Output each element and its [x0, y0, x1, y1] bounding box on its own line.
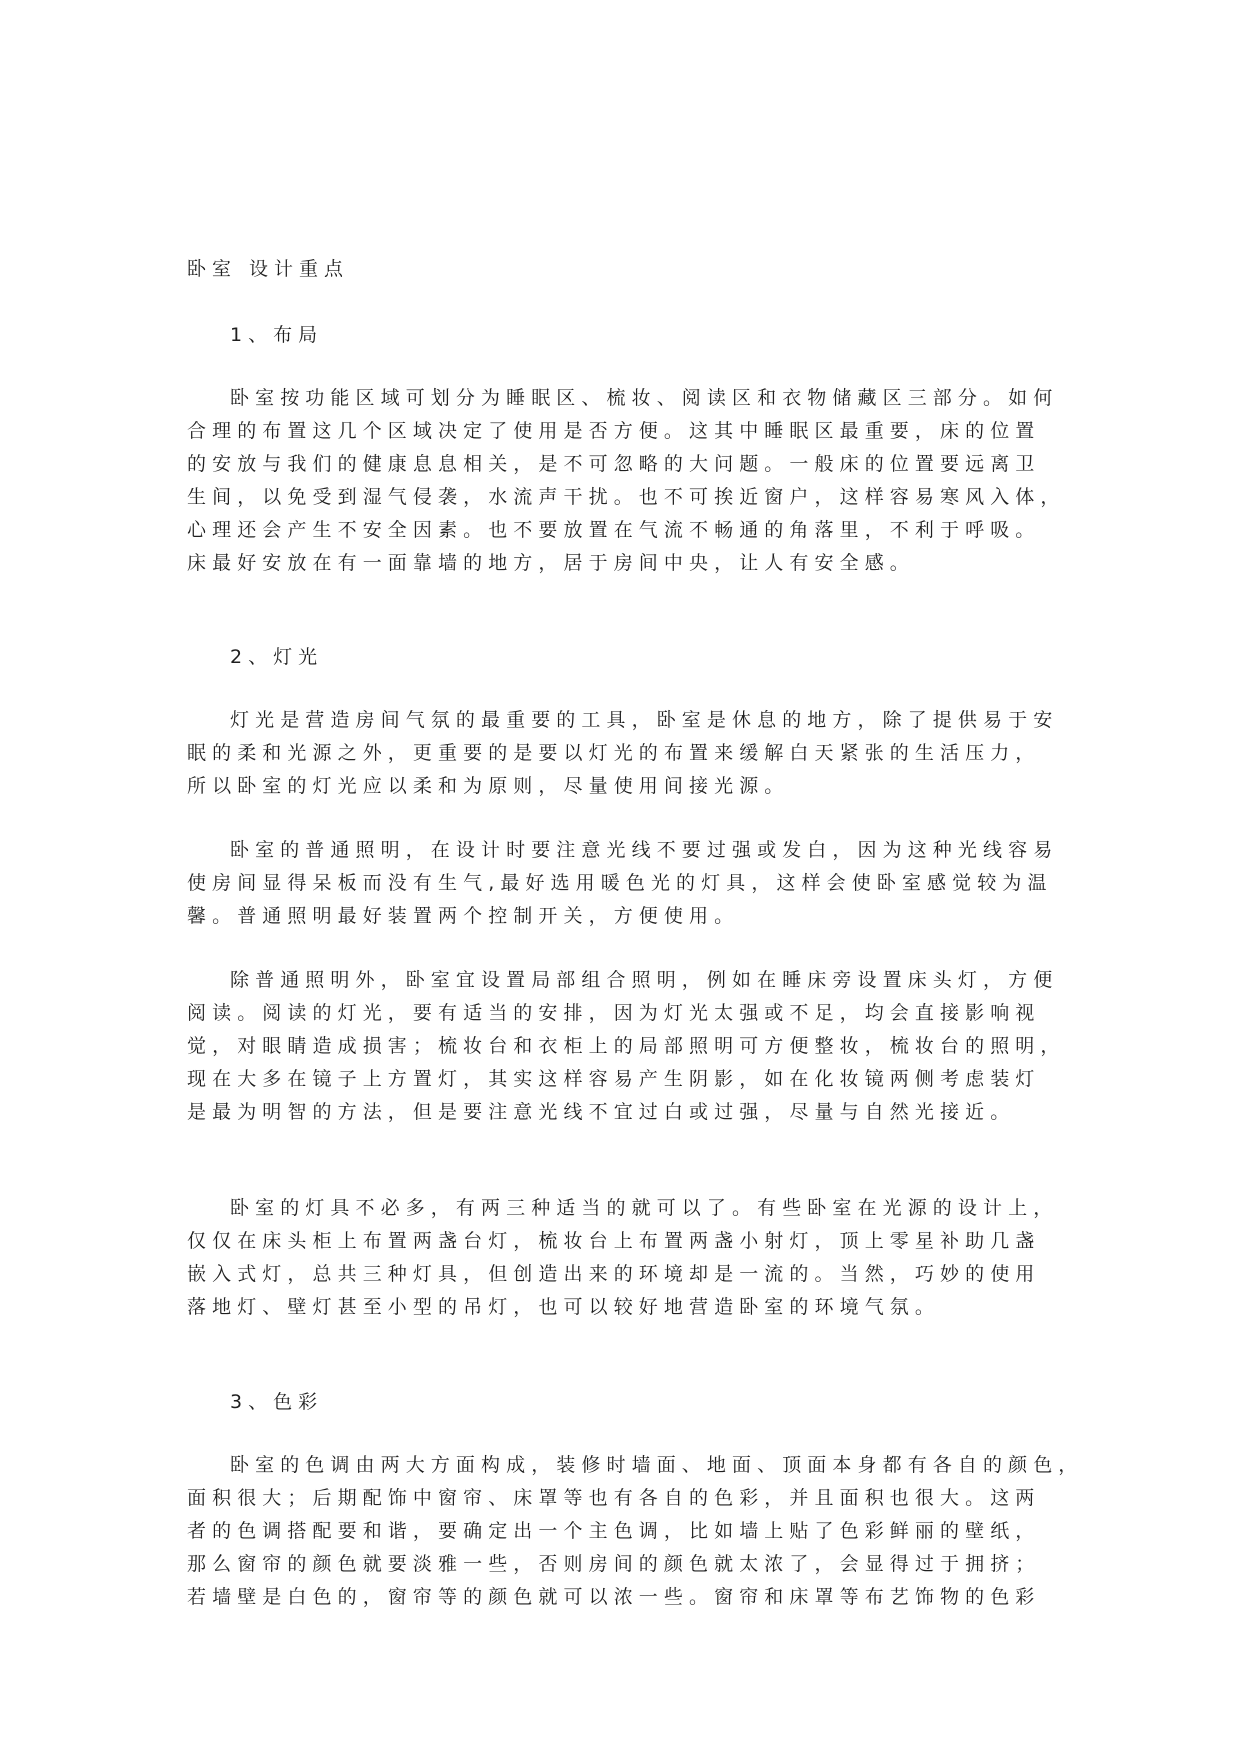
section-heading-layout: 1、布局: [230, 324, 324, 346]
document-page: [187, 0, 1084, 1754]
paragraph-line: 所以卧室的灯光应以柔和为原则，尽量使用间接光源。: [187, 775, 790, 797]
paragraph-line: 卧室的灯具不必多，有两三种适当的就可以了。有些卧室在光源的设计上，: [230, 1197, 1059, 1219]
paragraph-line: 生间，以免受到湿气侵袭，水流声干扰。也不可挨近窗户，这样容易寒风入体，: [187, 486, 1066, 508]
paragraph-line: 合理的布置这几个区域决定了使用是否方便。这其中睡眠区最重要，床的位置: [187, 420, 1041, 442]
paragraph-line: 眠的柔和光源之外，更重要的是要以灯光的布置来缓解白天紧张的生活压力，: [187, 742, 1041, 764]
paragraph-line: 仅仅在床头柜上布置两盏台灯，梳妆台上布置两盏小射灯，顶上零星补助几盏: [187, 1230, 1041, 1252]
paragraph-line: 阅读。阅读的灯光，要有适当的安排，因为灯光太强或不足，均会直接影响视: [187, 1002, 1041, 1024]
document-title: 卧室 设计重点: [187, 258, 350, 280]
paragraph-line: 心理还会产生不安全因素。也不要放置在气流不畅通的角落里，不利于呼吸。: [187, 519, 1041, 541]
paragraph-line: 落地灯、壁灯甚至小型的吊灯，也可以较好地营造卧室的环境气氛。: [187, 1296, 941, 1318]
paragraph-line: 现在大多在镜子上方置灯，其实这样容易产生阴影，如在化妆镜两侧考虑装灯: [187, 1068, 1041, 1090]
paragraph-line: 灯光是营造房间气氛的最重要的工具，卧室是休息的地方，除了提供易于安: [230, 709, 1059, 731]
paragraph-line: 者的色调搭配要和谐，要确定出一个主色调，比如墙上贴了色彩鲜丽的壁纸，: [187, 1520, 1041, 1542]
paragraph-line: 除普通照明外，卧室宜设置局部组合照明，例如在睡床旁设置床头灯，方便: [230, 969, 1059, 991]
paragraph-line: 使房间显得呆板而没有生气,最好选用暖色光的灯具，这样会使卧室感觉较为温: [187, 872, 1053, 894]
paragraph-line: 卧室按功能区域可划分为睡眠区、梳妆、阅读区和衣物储藏区三部分。如何: [230, 387, 1059, 409]
section-heading-color: 3、色彩: [230, 1391, 324, 1413]
paragraph-line: 面积很大；后期配饰中窗帘、床罩等也有各自的色彩，并且面积也很大。这两: [187, 1487, 1041, 1509]
paragraph-line: 是最为明智的方法，但是要注意光线不宜过白或过强，尽量与自然光接近。: [187, 1101, 1016, 1123]
section-heading-lighting: 2、灯光: [230, 646, 324, 668]
paragraph-line: 馨。普通照明最好装置两个控制开关，方便使用。: [187, 905, 740, 927]
paragraph-line: 若墙壁是白色的，窗帘等的颜色就可以浓一些。窗帘和床罩等布艺饰物的色彩: [187, 1586, 1041, 1608]
paragraph-line: 觉，对眼睛造成损害；梳妆台和衣柜上的局部照明可方便整妆，梳妆台的照明，: [187, 1035, 1066, 1057]
paragraph-line: 的安放与我们的健康息息相关，是不可忽略的大问题。一般床的位置要远离卫: [187, 453, 1041, 475]
paragraph-line: 卧室的色调由两大方面构成，装修时墙面、地面、顶面本身都有各自的颜色，: [230, 1454, 1084, 1476]
paragraph-line: 卧室的普通照明，在设计时要注意光线不要过强或发白，因为这种光线容易: [230, 839, 1059, 861]
paragraph-line: 床最好安放在有一面靠墙的地方，居于房间中央，让人有安全感。: [187, 552, 915, 574]
paragraph-line: 嵌入式灯，总共三种灯具，但创造出来的环境却是一流的。当然，巧妙的使用: [187, 1263, 1041, 1285]
paragraph-line: 那么窗帘的颜色就要淡雅一些，否则房间的颜色就太浓了，会显得过于拥挤；: [187, 1553, 1041, 1575]
